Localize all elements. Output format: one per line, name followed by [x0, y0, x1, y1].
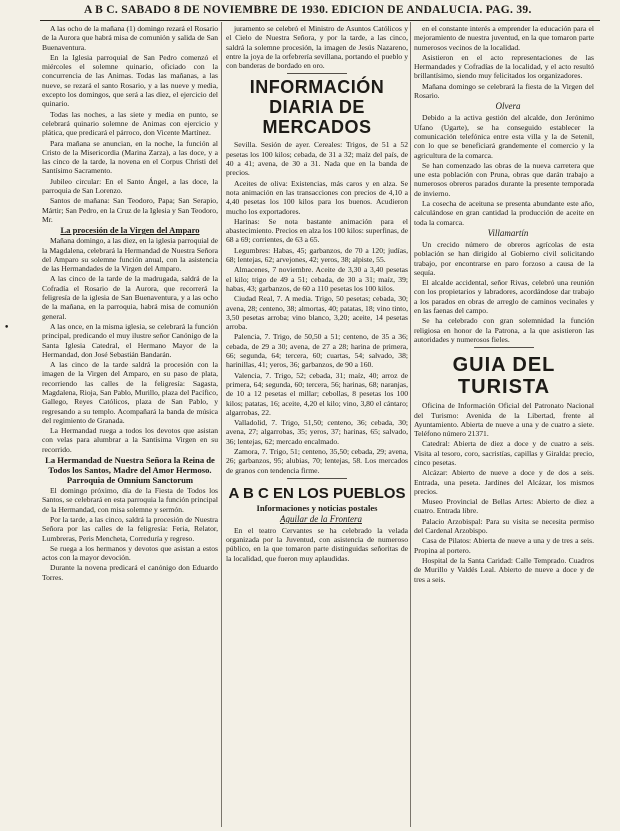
- market-report: Valladolid, 7. Trigo, 51,50; centeno, 36; cebada, 30; avena, 27; algarrobas, 35; yeros, 37; harinas, 65; salvado, 36; lentejas, 62; mercado encalmado.: [226, 418, 408, 446]
- market-report: Zamora, 7. Trigo, 51; centeno, 35,50; cebada, 29; avena, 26; garbanzos, 95; alubias, 70; lentejas, 58. Los mercados de granos con tendencia firme.: [226, 446, 408, 475]
- market-report: Harinas: Se nota bastante animación para el abastecimiento. Precios en alza los 100 kilos: superfinas, de 68 a 69; corrientes, de 63 a 65.: [226, 216, 408, 245]
- masthead: A B C. SABADO 8 DE NOVIEMBRE DE 1930. EDICION DE ANDALUCIA. PAG. 39.: [84, 4, 532, 16]
- market-report: Ciudad Real, 7. A media. Trigo, 50 pesetas; cebada, 30; avena, 28; centeno, 38; almortas, 40; patatas, 18; vino tinto, 3,50 pesetas arroba; vino blanco, 3,20; aceite, 14 pesetas arroba.: [226, 294, 408, 332]
- paragraph: El alcalde accidental, señor Rivas, celebró una reunión con los propietarios y labradores, acordándose dar trabajo a los parados en obras de arreglo de caminos vecinales y en las faenas del campo.: [414, 278, 594, 316]
- paragraph: Un crecido número de obreros agrícolas de esta población se han dirigido al Gobierno civil solicitando trabajo, por encontrarse en paro forzoso a causa de la sequía.: [414, 239, 594, 277]
- column-divider: [410, 22, 411, 827]
- paragraph: Todas las noches, a las siete y media en punto, se celebrará quinario solemne de Animas con ejercicio y plática, que predicará el párroco, don Vicente Martínez.: [42, 109, 218, 138]
- paragraph: Jubileo circular: En el Santo Ángel, a las doce, la parroquia de San Lorenzo.: [42, 176, 218, 196]
- paragraph: Se ruega a los hermanos y devotos que asistan a estos actos con la mayor devoción.: [42, 543, 218, 563]
- place-heading: Aguilar de la Frontera: [280, 513, 362, 524]
- paragraph: Se ha celebrado con gran solemnidad la función religiosa en honor de la Patrona, a la que asistieron las autoridades y numerosos fieles.: [414, 316, 594, 344]
- market-report: Almacenes, 7 noviembre. Aceite de 3,30 a 3,40 pesetas el kilo; trigo de 49 a 51; cebada, de 30 a 31; maíz, 39; habas, 43; garbanzos, de 60 a 110 pesetas los 100 kilos.: [226, 265, 408, 293]
- market-report: Aceites de oliva: Existencias, más caros y en alza. Se nota animación en las transacciones con precios de 4,10 a 4,40 pesetas los 100 kilos para los buenos. Acudieron mucho los exportadores.: [226, 178, 408, 216]
- paragraph: Por la tarde, a las cinco, saldrá la procesión de Nuestra Señora por las calles de la feligresía: Feria, Relator, Lumbreras, Peris Mencheta, Correduría y regreso.: [42, 514, 218, 543]
- place-heading: Olvera: [495, 101, 521, 112]
- paragraph: La cosecha de aceituna se presenta abundante este año, calculándose en gran cantidad la producción de aceite en toda la comarca.: [414, 199, 594, 227]
- paragraph: Asistieron en el acto representaciones de las Hermandades y Cofradías de la localidad, y el acto resultó brillantísimo, siendo muy felicitados los organizadores.: [414, 52, 594, 81]
- separator: [287, 478, 347, 479]
- column-3: [414, 24, 594, 824]
- paragraph: Durante la novena predicará el canónigo don Eduardo Torres.: [42, 563, 218, 582]
- paragraph: A las cinco de la tarde de la madrugada, saldrá de la Cofradía el Rosario de la Aurora, que recorrerá la feligresía de la iglesia de San Buenaventura, y a las ocho de la mañana, en la parroquia, habrá misa de comunión general.: [42, 274, 218, 321]
- section-subtitle: Informaciones y noticias postales: [256, 502, 378, 513]
- market-report: Sevilla. Sesión de ayer. Cereales: Trigos, de 51 a 52 pesetas los 100 kilos; cebada, de 31 a 32; maíz del país, de 40 a 41; avena, de 30 a 31. Nada que en la banda de precios.: [226, 140, 408, 178]
- paragraph: Santos de mañana: San Teodoro, Papa; San Serapio, Mártir; San Pedro, en la Cruz de la Iglesia y San Teodoro, Mr.: [42, 196, 218, 224]
- guide-entry: Hospital de la Santa Caridad: Calle Temprado. Cuadros de Murillo y Valdés Leal. Abierto de nueve a doce y de tres a seis.: [414, 555, 594, 584]
- paragraph: El domingo próximo, día de la Fiesta de Todos los Santos, se celebrará en esta parroquia la función principal de la Hermandad, con misa solemne y sermón.: [42, 486, 218, 514]
- guide-entry: Alcázar: Abierto de nueve a doce y de dos a seis. Entrada, una peseta. Jardines del Alcázar, los mismos precios.: [414, 468, 594, 496]
- paragraph: en el constante interés a emprender la educación para el mejoramiento de nuestra juventud, en la que tomaron parte numerosos vecinos de la localidad.: [414, 24, 594, 52]
- paragraph: Para mañana se anuncian, en la noche, la función al Cristo de la Misericordia (Marina Zarza), a las doce, y a las cinco de la tarde, la novena en el Corpus Christi del Santísimo Sacramento.: [42, 138, 218, 176]
- paragraph: Mañana domingo se celebrará la fiesta de la Virgen del Rosario.: [414, 81, 594, 101]
- paragraph: La Hermandad ruega a todos los devotos que asistan con velas para alumbrar a la Santísima Virgen en su recorrido.: [42, 426, 218, 454]
- masthead-rule: [40, 20, 600, 21]
- paragraph: A las cinco de la tarde saldrá la procesión con la imagen de la Virgen del Amparo, en su paso de plata, recorriendo las calles de la feligresía: Sagasta, Magdalena, Rioja, San Pablo, Murillo, plaza del Pacífico, Gallego, Reyes Católicos, plaza de San Pablo, y regresando a su templo. Acompañará la banda de música del regimiento de Granada.: [42, 360, 218, 425]
- paragraph: Mañana domingo, a las diez, en la iglesia parroquial de la Magdalena, celebrará la Hermandad de Nuestra Señora del Amparo su solemne función anual, con la asistencia de las Hermandades de la Virgen del Amparo.: [42, 236, 218, 274]
- separator: [287, 73, 347, 74]
- column-1: [42, 24, 218, 824]
- paragraph: En el teatro Cervantes se ha celebrado la velada organizada por la Juventud, con asistencia de numeroso público, en la que tomaron parte distinguidas señoritas de la localidad, que fueron muy aplaudidas.: [226, 525, 408, 563]
- column-divider: [221, 22, 222, 827]
- separator: [474, 347, 534, 348]
- paragraph: Debido a la activa gestión del alcalde, don Jerónimo Ufano (Ugarte), se ha conseguido establecer la comunicación telefónica entre esta villa y la de Setenil, con lo que se beneficiará grandemente el comercio y la agricultura de la comarca.: [414, 113, 594, 160]
- section-title-guia: GUIA DEL TURISTA: [452, 354, 556, 399]
- paragraph: A las once, en la misma iglesia, se celebrará la función principal, predicando el muy ilustre señor Canónigo de la Santa Iglesia Catedral, el Hermano Mayor de la Hermandad, don José Sebastián Bandarán.: [42, 321, 218, 359]
- guide-entry: Palacio Arzobispal: Para su visita se necesita permiso del Cardenal Arzobispo.: [414, 516, 594, 536]
- guide-entry: Oficina de Información Oficial del Patronato Nacional del Turismo: Avenida de la Libertad, frente al Ayuntamiento. Abierta de nueve a una y de cuatro a siete. Teléfono número 21371.: [414, 401, 594, 439]
- section-title-pueblos: A B C EN LOS PUEBLOS: [228, 484, 406, 502]
- place-heading: Villamartín: [487, 227, 529, 238]
- section-heading: La Hermandad de Nuestra Señora la Reina de Todos los Santos, Madre del Amor Hermoso. Parroquia de Omnium Sanctorum: [45, 455, 215, 486]
- paragraph: En la Iglesia parroquial de San Pedro comenzó el miércoles el solemne quinario, oficiado con la concurrencia de las Animas. Todas las mañanas, a las nueve, se rezará el santo Rosario, y a las nueve y media, excepto los domingos, que será a las diez, el ejercicio del quinario.: [42, 52, 218, 109]
- column-2: [226, 24, 408, 824]
- market-report: Palencia, 7. Trigo, de 50,50 a 51; centeno, de 35 a 36; cebada, de 29 a 30; avena, de 27 a 28; harina de primera, 66; segunda, 64; tercera, 60; cuartas, 54; salvado, 38; harinillas, 41; yeros, 36; garbanzos, de 90 a 160.: [226, 332, 408, 370]
- guide-entry: Casa de Pilatos: Abierta de nueve a una y de tres a seis. Propina al portero.: [414, 536, 594, 555]
- section-title-mercados: INFORMACIÓN DIARIA DE MERCADOS: [249, 77, 385, 138]
- margin-mark: •: [4, 323, 10, 333]
- market-report: Valencia, 7. Trigo, 52; cebada, 31; maíz, 40; arroz de primera, 64; segunda, 60; tercera, 56; harinas, 68; naranjas, de 10 a 12 pesetas el millar; cebollas, 8 pesetas los 100 kilos; patatas, 16; aceite, 4,20 el kilo; vino, 3,80 el cántaro; algarrobas, 22.: [226, 370, 408, 417]
- guide-entry: Catedral: Abierta de diez a doce y de cuatro a seis. Visita al tesoro, coro, sacristías, capillas y Giralda: precio, cinco pesetas.: [414, 439, 594, 467]
- guide-entry: Museo Provincial de Bellas Artes: Abierto de diez a cuatro. Entrada libre.: [414, 497, 594, 516]
- market-report: Legumbres: Habas, 45; garbanzos, de 70 a 120; judías, 68; lentejas, 62; arvejones, 42; yeros, 38; alpiste, 55.: [226, 245, 408, 265]
- paragraph: Se han comenzado las obras de la nueva carretera que une esta población con Pruna, obras que darán trabajo a numerosos obreros parados durante la presente temporada de invierno.: [414, 160, 594, 198]
- section-heading: La procesión de la Virgen del Amparo: [60, 225, 200, 236]
- paragraph: A las ocho de la mañana (1) domingo rezará el Rosario de la Aurora que habrá misa de comunión y salida de San Buenaventura.: [42, 24, 218, 52]
- paragraph: juramento se celebró el Ministro de Asuntos Católicos y el Cielo de Nuestra Señora, y por la tarde, a las cinco, saldrá la solemne procesión, la imagen de Jesús Nazareno, entre la joya de la orfebrería sevillana, portando el pueblo y con banderas de bordado en oro.: [226, 24, 408, 71]
